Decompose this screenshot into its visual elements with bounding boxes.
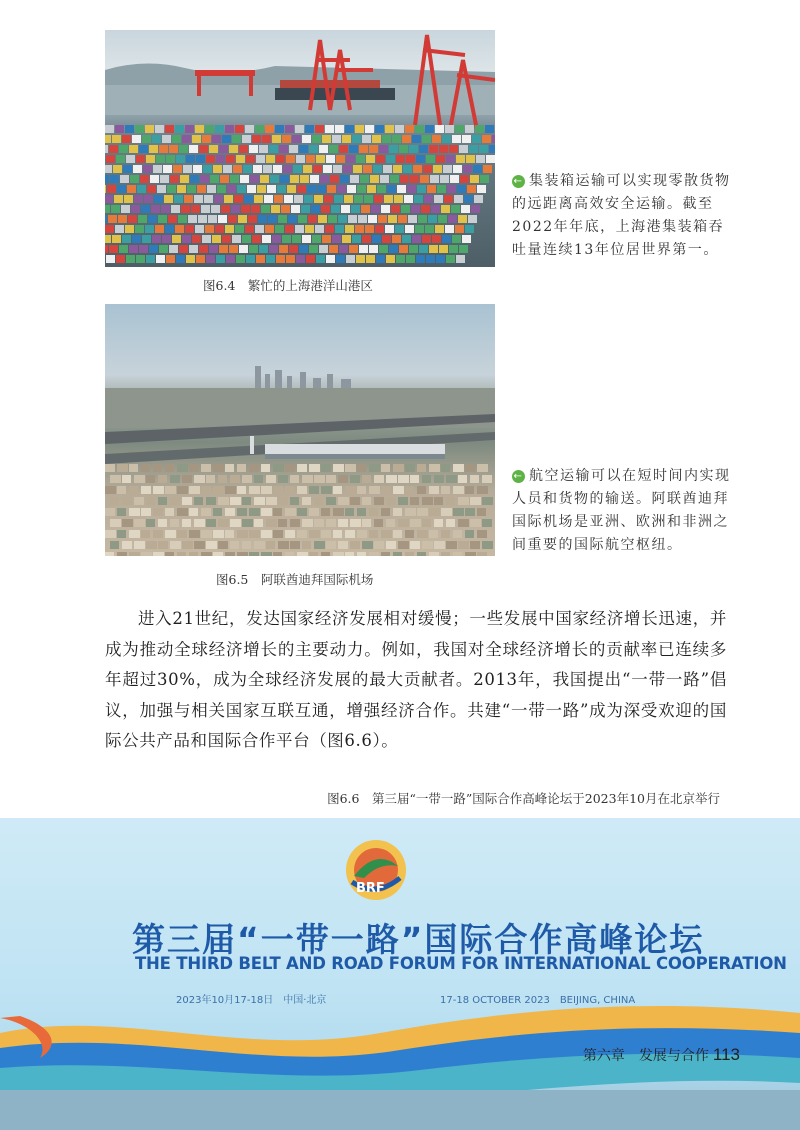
fig-6-4-note [512, 170, 732, 262]
brf-logo-text: BRF [356, 881, 385, 896]
fig-6-5-note [512, 465, 732, 557]
banner-date-en: 17-18 OCTOBER 2023 BEIJING, CHINA [440, 995, 636, 1006]
fig-6-4-caption: 图6.4 繁忙的上海港洋山港区 [203, 278, 373, 293]
fig-6-5-caption: 图6.5 阿联酋迪拜国际机场 [216, 572, 374, 587]
banner-title-en: THE THIRD BELT AND ROAD FORUM FOR INTERNATIONAL COOPERATION [135, 954, 787, 973]
fig-6-5-note-text: 航空运输可以在短时间内实现人员和货物的输送。阿联酋迪拜国际机场是亚洲、欧洲和非洲之间重要的国际航空枢纽。 [512, 468, 731, 553]
body-paragraph: 进入21世纪，发达国家经济发展相对缓慢；一些发展中国家经济增长迅速，并成为推动全球经济增长的主要动力。例如，我国对全球经济增长的贡献率已连续多年超过30%，成为全球经济发展的最大贡献者。2013年，我国提出“一带一路”倡议，加强与相关国家互联互通，增强经济合作。共建“一带一路”成为深受欢迎的国际公共产品和国际合作平台（图6.6）。 [105, 609, 727, 750]
airport-photo [105, 304, 495, 556]
banner-title-cn: 第三届“一带一路”国际合作高峰论坛 [132, 920, 705, 959]
body-text [105, 604, 727, 757]
banner-date-cn: 2023年10月17-18日 中国·北京 [176, 995, 327, 1006]
arrow-left-icon: ← [513, 176, 524, 187]
chapter-title: 第六章 发展与合作 [582, 1048, 709, 1064]
page-footer [583, 1045, 740, 1065]
port-photo [105, 30, 495, 267]
page-number: 113 [712, 1045, 740, 1064]
arrow-left-icon: ← [513, 471, 524, 482]
forum-banner-photo [0, 818, 800, 1130]
airport-photo-illustration [105, 304, 495, 556]
fig-6-4-note-text: 集装箱运输可以实现零散货物的远距离高效安全运输。截至2022年年底，上海港集装箱吞吐量连续13年位居世界第一。 [512, 173, 731, 258]
port-photo-illustration [105, 30, 495, 267]
fig-6-6-caption: 图6.6 第三届“一带一路”国际合作高峰论坛于2023年10月在北京举行 [327, 791, 720, 806]
forum-banner-graphic [0, 818, 800, 1130]
